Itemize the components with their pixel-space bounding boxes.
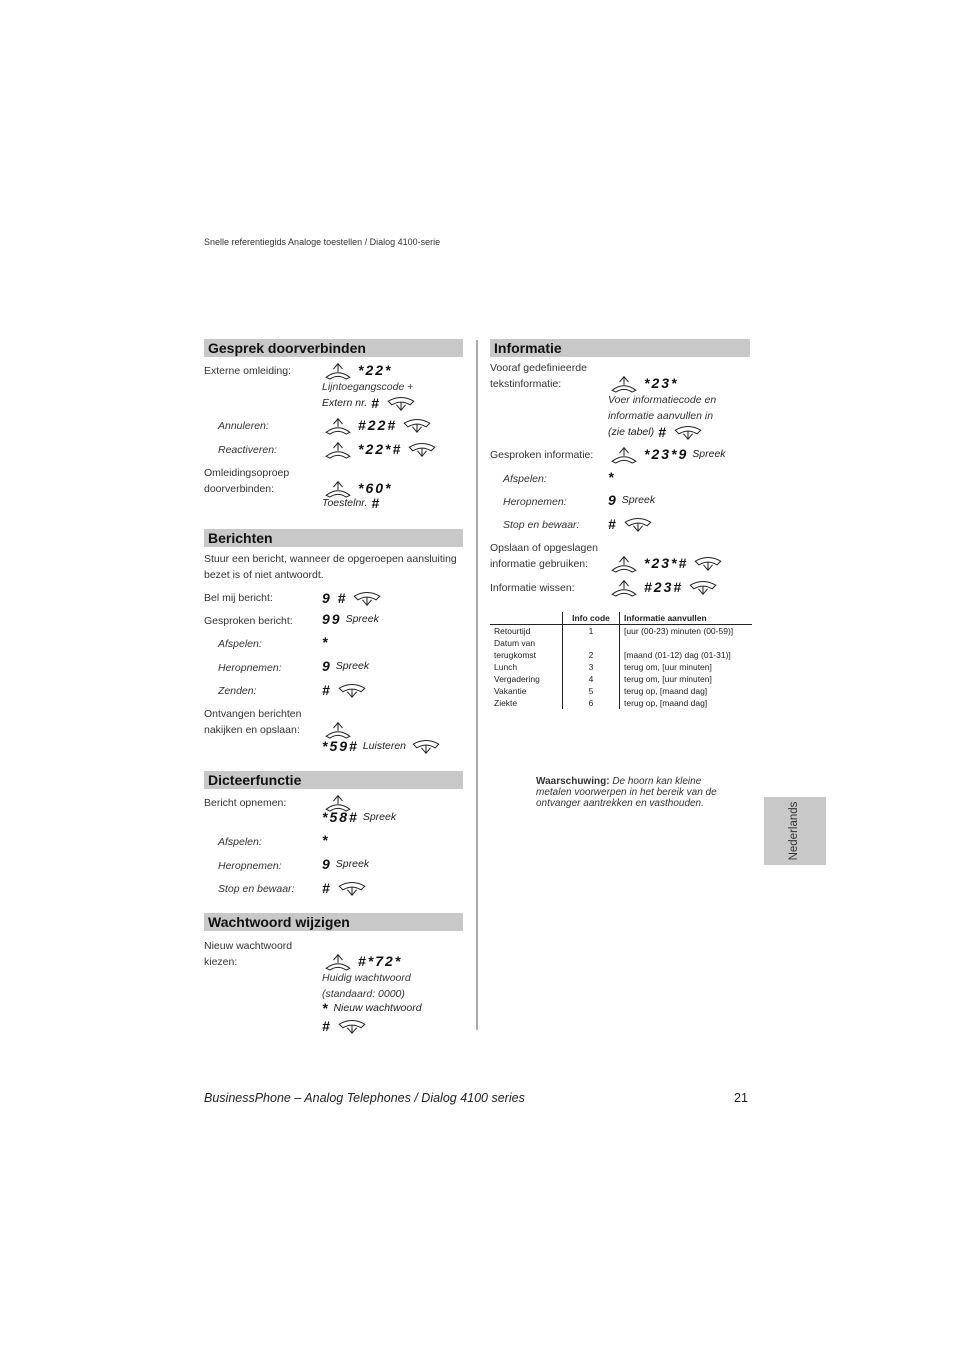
- label-gesproken-informatie: Gesproken informatie:: [490, 449, 594, 461]
- cmd-toestelnr: Toestelnr. #: [322, 495, 382, 511]
- table-cell: Vergadering: [494, 674, 540, 684]
- label-annuleren: Annuleren:: [218, 420, 269, 432]
- key-sequence: 9: [322, 658, 332, 674]
- label-kiezen: kiezen:: [204, 956, 238, 968]
- cmd-stop-en-bewaar: [608, 514, 654, 534]
- table-cell: 1: [563, 625, 620, 638]
- table-cell: 3: [563, 661, 620, 673]
- cmd-bericht-opnemen: *58# Spreek: [322, 809, 397, 825]
- handset-lift-icon: [608, 553, 640, 573]
- table-row: [490, 673, 752, 685]
- note-line: Voer informatiecode en: [608, 394, 717, 406]
- label-opslaan: Opslaan of opgeslagen: [490, 542, 598, 554]
- handset-replace-icon: [692, 553, 724, 573]
- label-omleidingsoproep: Omleidingsoproep: [204, 467, 290, 479]
- key-sequence: *: [322, 832, 330, 848]
- label-stop-en-bewaar: Stop en bewaar:: [503, 519, 580, 531]
- key-sequence: *22*: [358, 362, 393, 378]
- handset-replace-icon: [336, 1016, 368, 1036]
- table-cell: terug om, [uur minuten]: [620, 661, 753, 673]
- cmd-gesproken-bericht: 99 Spreek: [322, 611, 379, 627]
- table-header: Informatie aanvullen: [620, 612, 753, 625]
- label-zenden: Zenden:: [218, 685, 257, 697]
- info-code-table: [490, 612, 752, 709]
- table-cell: Datum van: [494, 638, 536, 648]
- handset-replace-icon: [672, 422, 704, 442]
- table-cell: [620, 637, 753, 649]
- language-tab-label: Nederlands: [788, 801, 800, 861]
- label-vooraf-gedefinieerde: Vooraf gedefinieerde: [490, 362, 587, 374]
- label-reactiveren: Reactiveren:: [218, 444, 277, 456]
- handset-lift-icon: [608, 444, 640, 464]
- key-sequence: 9: [608, 492, 618, 508]
- key-sequence: #: [322, 880, 332, 896]
- handset-replace-icon: [385, 393, 417, 413]
- cmd-bel-mij-bericht: [322, 588, 383, 608]
- key-sequence: #22#: [358, 417, 398, 433]
- key-sequence: *: [608, 469, 616, 485]
- handset-lift-icon: [322, 360, 354, 380]
- section-heading-gesprek-doorverbinden: Gesprek doorverbinden: [204, 339, 463, 357]
- handset-lift-icon: [322, 951, 354, 971]
- cmd-heropnemen: 9 Spreek: [322, 856, 370, 872]
- cmd-extern-nr: Extern nr. #: [322, 393, 417, 413]
- cmd-reactiveren: [322, 439, 438, 459]
- cmd-wachtwoord-bevestigen: [322, 1016, 368, 1036]
- cmd-heropnemen: 9 Spreek: [322, 658, 370, 674]
- label-bericht-opnemen: Bericht opnemen:: [204, 797, 287, 809]
- cmd-afspelen: [322, 634, 329, 650]
- table-cell: 5: [563, 685, 620, 697]
- key-sequence: #: [608, 516, 618, 532]
- table-cell: Vakantie: [494, 686, 527, 696]
- warning-text: De hoorn kan kleine: [612, 776, 702, 787]
- handset-replace-icon: [410, 736, 442, 756]
- cmd-afspelen: [322, 832, 329, 848]
- table-cell: Lunch: [494, 662, 518, 672]
- label-heropnemen: Heropnemen:: [218, 662, 282, 674]
- key-sequence: #23#: [644, 579, 684, 595]
- cmd-zie-tabel: (zie tabel) #: [608, 422, 704, 442]
- handset-lift-icon: [322, 439, 354, 459]
- key-sequence: *23*: [644, 375, 679, 391]
- key-sequence: #: [371, 495, 382, 511]
- table-row: [490, 637, 752, 649]
- table-cell: terug op, [maand dag]: [620, 697, 753, 709]
- label-stop-en-bewaar: Stop en bewaar:: [218, 883, 295, 895]
- table-cell: 2: [563, 649, 620, 661]
- cmd-zenden: [322, 680, 368, 700]
- key-sequence: 9 #: [322, 590, 348, 606]
- key-sequence: #: [322, 682, 332, 698]
- page-number: 21: [734, 1091, 748, 1105]
- cmd-opslaan-gebruiken: [608, 553, 724, 573]
- key-sequence: *23*#: [644, 555, 689, 571]
- cmd-externe-omleiding: [322, 360, 392, 380]
- table-header: [490, 612, 563, 625]
- warning-text: ontvanger aantrekken en vasthouden.: [536, 798, 704, 809]
- section-heading-wachtwoord-wijzigen: Wachtwoord wijzigen: [204, 913, 463, 931]
- intro-line: bezet is of niet antwoordt.: [204, 569, 324, 581]
- table-row: [490, 625, 752, 638]
- handset-replace-icon: [336, 680, 368, 700]
- key-sequence: *60*: [358, 480, 393, 496]
- cmd-informatie-wissen: [608, 577, 719, 597]
- label-afspelen: Afspelen:: [218, 836, 262, 848]
- label-gesproken-bericht: Gesproken bericht:: [204, 615, 293, 627]
- table-row: [490, 661, 752, 673]
- table-cell: terug op, [maand dag]: [620, 685, 753, 697]
- cmd-heropnemen: 9 Spreek: [608, 492, 656, 508]
- cmd-nieuw-wachtwoord-invoer: * Nieuw wachtwoord: [322, 1000, 422, 1016]
- handset-replace-icon: [406, 439, 438, 459]
- key-sequence: #: [658, 424, 668, 440]
- handset-replace-icon: [401, 415, 433, 435]
- label-afspelen: Afspelen:: [218, 638, 262, 650]
- label-informatie-wissen: Informatie wissen:: [490, 582, 575, 594]
- table-header: Info code: [563, 612, 620, 625]
- key-sequence: *: [322, 1000, 330, 1016]
- running-header: Snelle referentiegids Analoge toestellen / Dialog 4100-serie: [204, 237, 441, 247]
- handset-lift-icon: [322, 415, 354, 435]
- label-bel-mij-bericht: Bel mij bericht:: [204, 592, 273, 604]
- handset-lift-icon: [608, 577, 640, 597]
- table-cell: 6: [563, 697, 620, 709]
- section-heading-dicteerfunctie: Dicteerfunctie: [204, 771, 463, 789]
- key-sequence: #: [371, 395, 381, 411]
- table-row: [490, 697, 752, 709]
- handset-replace-icon: [336, 878, 368, 898]
- cmd-gesproken-informatie: *23*9 Spreek: [608, 444, 726, 464]
- note-line: (standaard: 0000): [322, 988, 405, 1000]
- table-cell: [563, 637, 620, 649]
- handset-replace-icon: [687, 577, 719, 597]
- table-cell: [uur (00-23) minuten (00-59)]: [620, 625, 753, 638]
- warning-text: metalen voorwerpen in het bereik van de: [536, 787, 717, 798]
- label-doorverbinden: doorverbinden:: [204, 483, 275, 495]
- label-ontvangen-berichten: Ontvangen berichten: [204, 708, 302, 720]
- table-cell: terugkomst: [494, 650, 537, 660]
- intro-line: Stuur een bericht, wanneer de opgeroepen aansluiting: [204, 553, 457, 565]
- key-sequence: #*72*: [358, 953, 403, 969]
- label-tekstinformatie: tekstinformatie:: [490, 378, 562, 390]
- cmd-nieuw-wachtwoord: [322, 951, 402, 971]
- key-sequence: *22*#: [358, 441, 403, 457]
- table-cell: Retourtijd: [494, 626, 531, 636]
- note-line: Huidig wachtwoord: [322, 972, 411, 984]
- label-nieuw-wachtwoord: Nieuw wachtwoord: [204, 940, 293, 952]
- warning-note: [536, 776, 717, 809]
- warning-label: Waarschuwing:: [536, 776, 610, 787]
- label-externe-omleiding: Externe omleiding:: [204, 365, 291, 377]
- table-cell: 4: [563, 673, 620, 685]
- note-line: informatie aanvullen in: [608, 410, 714, 422]
- table-row: [490, 685, 752, 697]
- label-afspelen: Afspelen:: [503, 473, 547, 485]
- label-informatie-gebruiken: informatie gebruiken:: [490, 558, 589, 570]
- key-sequence: *: [322, 634, 330, 650]
- column-divider: [476, 340, 478, 1030]
- key-sequence: 9: [322, 856, 332, 872]
- cmd-annuleren: [322, 415, 433, 435]
- key-sequence: 99: [322, 611, 342, 627]
- handset-lift-icon: [608, 373, 640, 393]
- label-heropnemen: Heropnemen:: [503, 496, 567, 508]
- label-heropnemen: Heropnemen:: [218, 860, 282, 872]
- section-heading-berichten: Berichten: [204, 529, 463, 547]
- cmd-tekstinformatie: [608, 373, 678, 393]
- table-cell: [maand (01-12) dag (01-31)]: [620, 649, 753, 661]
- label-nakijken: nakijken en opslaan:: [204, 724, 300, 736]
- handset-replace-icon: [622, 514, 654, 534]
- section-heading-informatie: Informatie: [490, 339, 750, 357]
- key-sequence: *59#: [322, 738, 359, 754]
- table-cell: Ziekte: [494, 698, 518, 708]
- note-line: Lijntoegangscode +: [322, 381, 414, 393]
- cmd-afspelen: [608, 469, 615, 485]
- key-sequence: *58#: [322, 809, 359, 825]
- table-row: [490, 649, 752, 661]
- cmd-ontvangen-berichten: *59# Luisteren: [322, 736, 442, 756]
- footer-title: BusinessPhone – Analog Telephones / Dialog 4100 series: [204, 1091, 525, 1105]
- table-cell: terug om, [uur minuten]: [620, 673, 753, 685]
- handset-replace-icon: [351, 588, 383, 608]
- cmd-stop-en-bewaar: [322, 878, 368, 898]
- key-sequence: #: [322, 1018, 332, 1034]
- key-sequence: *23*9: [644, 446, 689, 462]
- table-header-row: [490, 612, 752, 625]
